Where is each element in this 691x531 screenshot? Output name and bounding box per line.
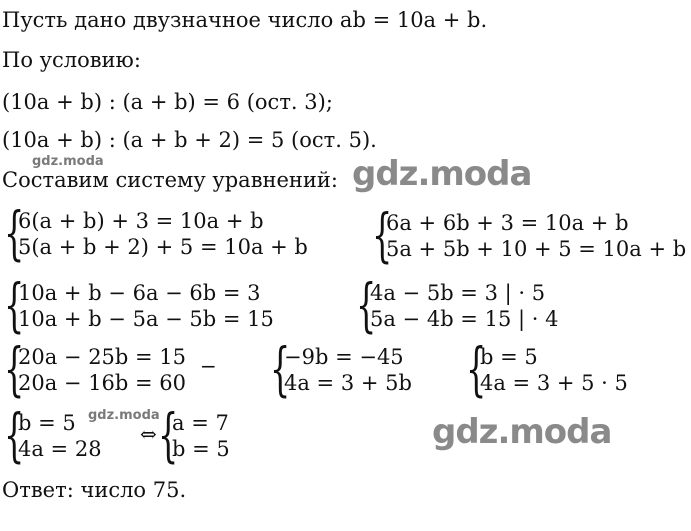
system-5-eq-1: 20a − 25b = 15 [18,345,187,369]
system-3-eq-2: 10a + b − 5a − 5b = 15 [18,307,274,331]
system-4-eq-1: 4a − 5b = 3 | · 5 [370,281,546,305]
system-7-eq-1: b = 5 [480,345,538,369]
line-compose-system: Составим систему уравнений: [2,168,338,192]
system-4-eq-2: 5a − 4b = 15 | · 4 [370,307,559,331]
minus-operator: − [200,354,217,378]
system-9-eq-1: a = 7 [172,411,229,435]
watermark-small-2: gdz.moda [88,408,160,423]
system-7-eq-2: 4a = 3 + 5 · 5 [480,371,628,395]
brace-icon: { [466,335,487,403]
line-condition: По условию: [2,48,141,72]
system-6-eq-1: −9b = −45 [284,345,404,369]
answer-line: Ответ: число 75. [2,478,187,502]
system-8-eq-1: b = 5 [18,411,76,435]
definition-text: Пусть дано двузначное число ab = 10a + b. [2,8,488,32]
brace-icon: { [270,335,291,403]
brace-icon: { [4,199,25,267]
brace-icon: { [158,401,179,469]
brace-icon: { [356,271,377,339]
system-2-eq-1: 6a + 6b + 3 = 10a + b [386,211,629,235]
brace-icon: { [4,271,25,339]
system-8-eq-2: 4a = 28 [18,437,102,461]
system-9-eq-2: b = 5 [172,437,230,461]
system-2-eq-2: 5a + 5b + 10 + 5 = 10a + b [386,237,687,261]
system-5-eq-2: 20a − 16b = 60 [18,371,187,395]
brace-icon: { [4,401,25,469]
system-1-eq-1: 6(a + b) + 3 = 10a + b [18,209,264,233]
system-3-eq-1: 10a + b − 6a − 6b = 3 [18,281,261,305]
brace-icon: { [372,201,393,269]
implies-operator: ⇔ [140,422,157,446]
watermark-small-1: gdz.moda [32,154,104,169]
line-equation-1: (10a + b) : (a + b) = 6 (ост. 3); [2,90,333,114]
watermark-big-2: gdz.moda [432,412,612,452]
line-number-definition [2,8,487,32]
watermark-big-1: gdz.moda [352,154,532,194]
system-1-eq-2: 5(a + b + 2) + 5 = 10a + b [18,235,308,259]
line-equation-2: (10a + b) : (a + b + 2) = 5 (ост. 5). [2,128,377,152]
system-6-eq-2: 4a = 3 + 5b [284,371,412,395]
brace-icon: { [4,335,25,403]
